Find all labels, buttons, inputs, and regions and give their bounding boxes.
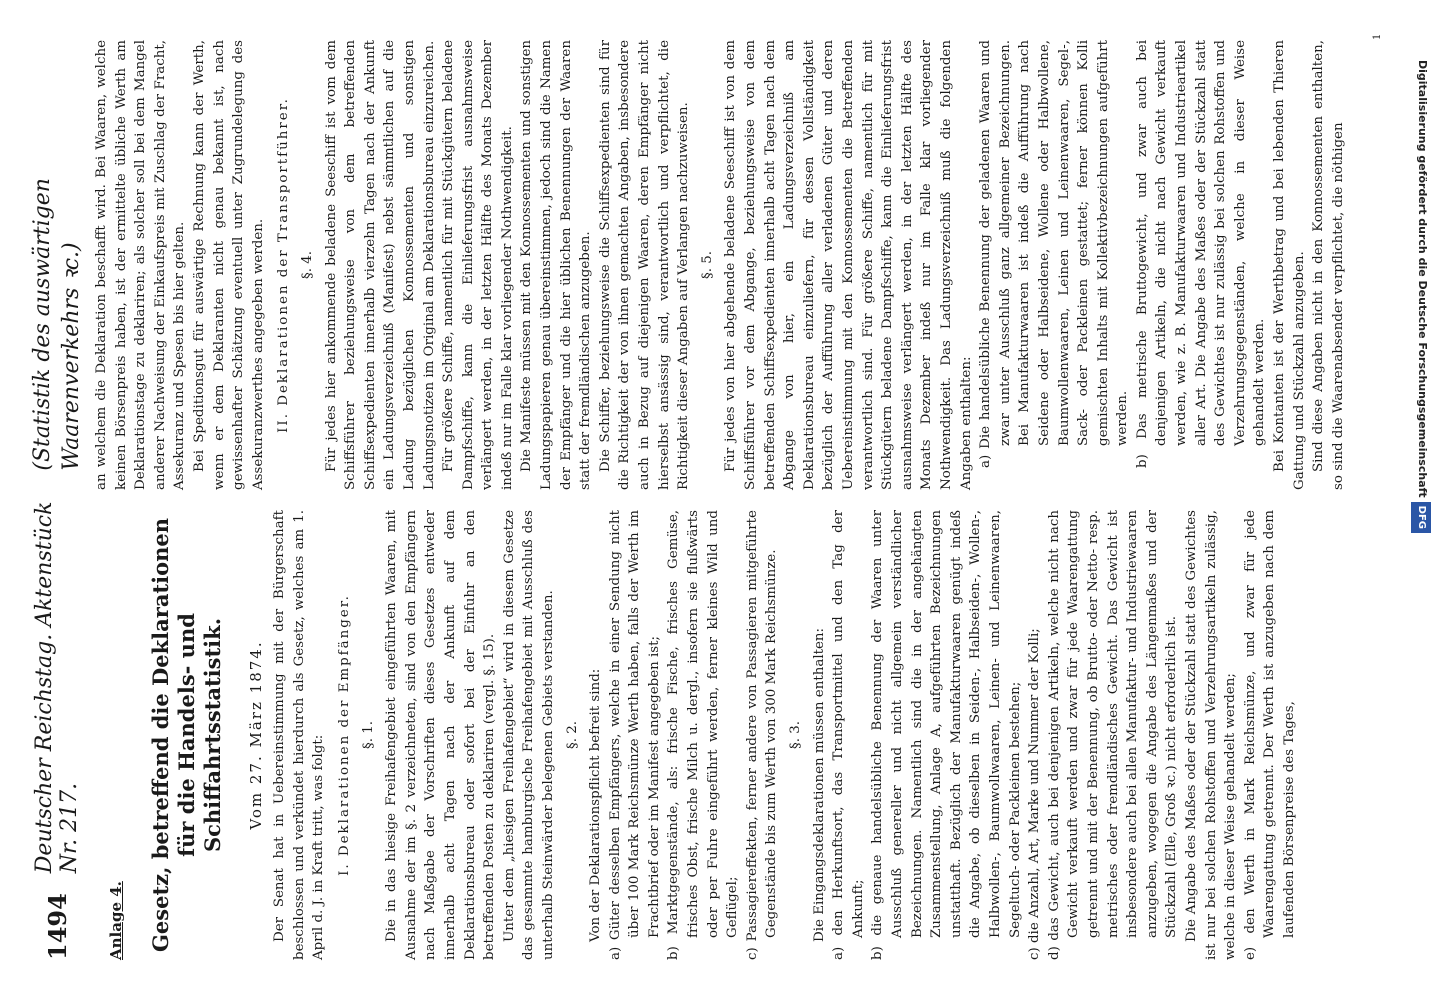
paragraph-1-label: §. 1. [360, 721, 376, 749]
paragraph-1-text: Die in das hiesige Freihafengebiet eingeführten Waaren, mit Ausnahme der im §. 2 verzeichneten, sind von den Empfängern nach Maßgabe der Vorschriften dieses Gesetzes entweder innerhalb acht Tagen nach der Ankunft auf dem Deklarationsbureau oder sofort bei der Einfuhr an den betreffenden Posten zu deklariren (vergl. §. 15). [384, 510, 498, 960]
funding-text: Digitalisierung gefördert durch die Deutsche Forschungsgemeinschaft [1416, 60, 1429, 498]
page-mark: 1 [1372, 33, 1383, 40]
list-item: b) Marktgegenstände, als: frische Fische, frisches Gemüse, frisches Obst, frische Milch u. dergl., insofern sie flußwärts oder per Fuhre eingeführt werden, ferner kleines Wild und Geflügel; [666, 510, 741, 960]
paragraph-2-label: §. 2. [564, 721, 580, 749]
paragraph-4-text-3: Die Manifeste müssen mit den Konnossementen und sonstigen Ladungspapieren genau übereinstimmen, jedoch sind die Namen der Empfänger und die hier üblichen Benennungen der Waaren statt der fremdländischen anzugeben. [519, 40, 594, 490]
paragraph-2-text: Von der Deklarationspflicht befreit sind: [588, 668, 604, 942]
paragraph-5-kontanten: Bei Kontanten ist der Werthbetrag und bei lebenden Thieren Gattung und Stückzahl anzugeben. [1272, 40, 1307, 490]
list-item: c) die Anzahl, Art, Marke und Nummer der Kolli; [1027, 628, 1043, 960]
list-item: c) Passagiereffekten, ferner andere von Passagieren mitgeführte Gegenstände bis zum Werth von 300 Mark Reichsmünze. [744, 510, 780, 960]
list-item: d) das Gewicht, auch bei denjenigen Artikeln, welche nicht nach Gewicht verkauft werden und zwar für jede Waarengattung getrennt und mit der Benennung, ob Brutto- oder Netto- resp. metrisches oder fremdländisches Gewicht. Das Gewicht ist insbesondere auch bei allen Manufaktur- und Industriewaaren anzugeben, wogegen die Angabe des Längenmaßes und der Stückzahl (Elle, Groß ꝛc.) nicht erforderlich ist. [1046, 510, 1180, 960]
intro-paragraph: Der Senat hat in Uebereinstimmung mit der Bürgerschaft beschlossen und verkündet hierdurch als Gesetz, welches am 1. April d. J. in Kraft tritt, was folgt: [272, 510, 327, 960]
paragraph-5-final: Sind diese Angaben nicht in den Konnossementen enthalten, so sind die Waarenabsender verpflichtet, die nöthigen [1311, 40, 1346, 490]
paragraph-4-text-2: Für größere Schiffe, namentlich für mit Stückgütern beladene Dampfschiffe, kann die Einlieferungsfrist ausnahmsweise verlängert werden, in der letzten Hälfte des Monats Dezember indeß nur im Falle klar vorliegender Nothwendigkeit. [441, 40, 515, 490]
list-item: b) die genaue handelsübliche Benennung der Waaren unter Ausschluß genereller und nicht allgemein verständlicher Bezeichnungen. Namentlich sind die in der angehängten Zusammenstellung, Anlage A, aufgeführten Bezeichnungen unstatthaft. Bezüglich der Manufakturwaaren genügt indeß die Angabe, ob dieselben in Seiden-, Halbseiden-, Wollen-, Halbwollen-, Baumwollwaaren, Leinen- und Leinenwaaren, Segeltuch- oder Packleinen bestehen; [870, 510, 1023, 960]
dfg-logo: DFG [1411, 502, 1431, 533]
paragraph-3-text: Die Eingangsdeklarationen müssen enthalten: [811, 627, 827, 942]
law-date: Vom 27. März 1874. [246, 640, 265, 830]
law-title: Gesetz, betreffend die Deklarationen für die Handels- und Schiffahrtsstatistik. [147, 517, 225, 953]
paragraph-4-text: Für jedes hier ankommende beladene Seeschiff ist vom dem Schiffsführer beziehungsweise von dem betreffenden Schiffsexpedienten innerhalb vierzehn Tagen nach der Ankunft ein Ladungsverzeichniß (Manifest) nebst sämmtlichen auf die Ladung bezüglichen Konnossementen und sonstigen Ladungsnotizen im Original am Deklarationsbureau einzureichen. [323, 40, 437, 490]
paragraph-1-text-2: Unter dem „hiesigen Freihafengebiet“ wird in diesem Gesetze das gesammte hamburgische Freihafengebiet mit Ausschluß des unterhalb Steinwärder belegenen Gebiets verstanden. [501, 510, 556, 960]
list-item: b) Das metrische Bruttogewicht, und zwar auch bei denjenigen Artikeln, die nicht nach Gewicht verkauft werden, wie z. B. Manufakturwaaren und Industrieartikel aller Art. Die Angabe des Maßes oder der Stückzahl statt des Gewichtes ist nur zulässig bei solchen Rohstoffen und Verzehrungsgegenständen, welche in dieser Weise gehandelt werden. [1134, 40, 1268, 468]
funding-notice [1412, 60, 1432, 1000]
header-center: Deutscher Reichstag. Aktenstück Nr. 217. [32, 501, 82, 874]
paragraph-4-label: §. 4. [299, 251, 315, 279]
list-item: e) den Werth in Mark Reichsmünze, und zwar für jede Waarengattung getrennt. Der Werth ist anzugeben nach dem laufenden Börsenpreise des Tages, [1242, 510, 1297, 960]
continued-paragraph: an welchem die Deklaration beschafft wird. Bei Waaren, welche keinen Börsenpreis haben, ist der ermittelte übliche Werth am Deklarationstage zu deklariren; als solcher soll bei dem Mangel anderer Nachweisung der Einkaufspreis mit Zuschlag der Fracht, Assekuranz und Spesen bis hier gelten. [94, 40, 188, 490]
list-item: a) Güter desselben Empfängers, welche in einer Sendung nicht über 100 Mark Reichsmünze Werth haben, falls der Werth im Frachtbrief oder im Manifest angegeben ist; [607, 510, 662, 960]
header-right: (Statistik des auswärtigen Waarenverkehrs ꝛc.) [29, 178, 84, 471]
section-heading-2: II. Deklarationen der Transportführer. [276, 97, 292, 433]
anlage-label: Anlage 4. [107, 881, 125, 960]
dfg-sidebar [1412, 60, 1432, 1000]
list-item: a) Die handelsübliche Benennung der geladenen Waaren und zwar unter Ausschluß ganz allgemeiner Bezeichnungen. Bei Manufakturwaaren ist indeß die Aufführung nach Seidene oder Halbseidene, Wollene oder Halbwollene, Baumwollenwaaren, Leinen und Leinenwaaren, Segel-, Sack- oder Packleinen gestattet; ferner können Kolli gemischten Inhalts mit Kollektivbezeichnungen aufgeführt werden. [978, 40, 1131, 468]
page-header [29, 40, 84, 960]
section-heading-1: I. Deklarationen der Empfänger. [336, 594, 352, 876]
left-column [92, 510, 1299, 960]
page-number: 1494 [42, 893, 72, 960]
paragraph-4-text-4: Die Schiffer, beziehungsweise die Schiffsexpedienten sind für die Richtigkeit der von ihnen gemachten Angaben, insbesondere auch in Bezug auf diejenigen Waaren, deren Empfänger nicht hierselbst ansässig sind, verantwortlich und verpflichtet, die Richtigkeit dieser Angaben auf Verlangen nachzuweisen. [597, 40, 692, 490]
paragraph-5-label: §. 5. [699, 251, 715, 279]
right-column [92, 40, 1348, 490]
speditionsgut-paragraph: Bei Speditionsgut für auswärtige Rechnung kann der Werth, wenn er dem Deklaranten nicht genau bekannt ist, nach gewissenhafter Schätzung eventuell unter Zugrundelegung des Assekuranzwerthes angegeben werden. [191, 40, 266, 490]
list-item: a) den Herkunftsort, das Transportmittel und den Tag der Ankunft; [831, 510, 866, 960]
paragraph-5-text: Für jedes von hier abgehende beladene Seeschiff ist von dem Schiffsführer vor dem Abgange, beziehungsweise von dem betreffenden Schiffsexpedienten innerhalb acht Tagen nach dem Abgange von hier, ein Ladungsverzeichniß am Deklarationsbureau einzuliefern, für dessen Vollständigkeit bezüglich der Aufführung aller verladenen Güter und deren Uebereinstimmung mit den Konnossementen die Betreffenden verantwortlich sind. Für größere Schiffe, namentlich für mit Stückgütern beladene Dampfschiffe, kann die Einlieferungsfrist ausnahmsweise verlängert werden, in der letzten Hälfte des Monats Dezember indeß nur im Falle klar vorliegender Nothwendigkeit. Das Ladungsverzeichniß muß die folgenden Angaben enthalten: [723, 40, 974, 490]
paragraph-3-note: Die Angabe des Maßes oder der Stückzahl statt des Gewichtes ist nur bei solchen Rohstoffen und Verzehrungsartikeln zulässig, welche in dieser Weise gehandelt werden; [1183, 510, 1239, 960]
paragraph-3-label: §. 3. [788, 721, 804, 749]
